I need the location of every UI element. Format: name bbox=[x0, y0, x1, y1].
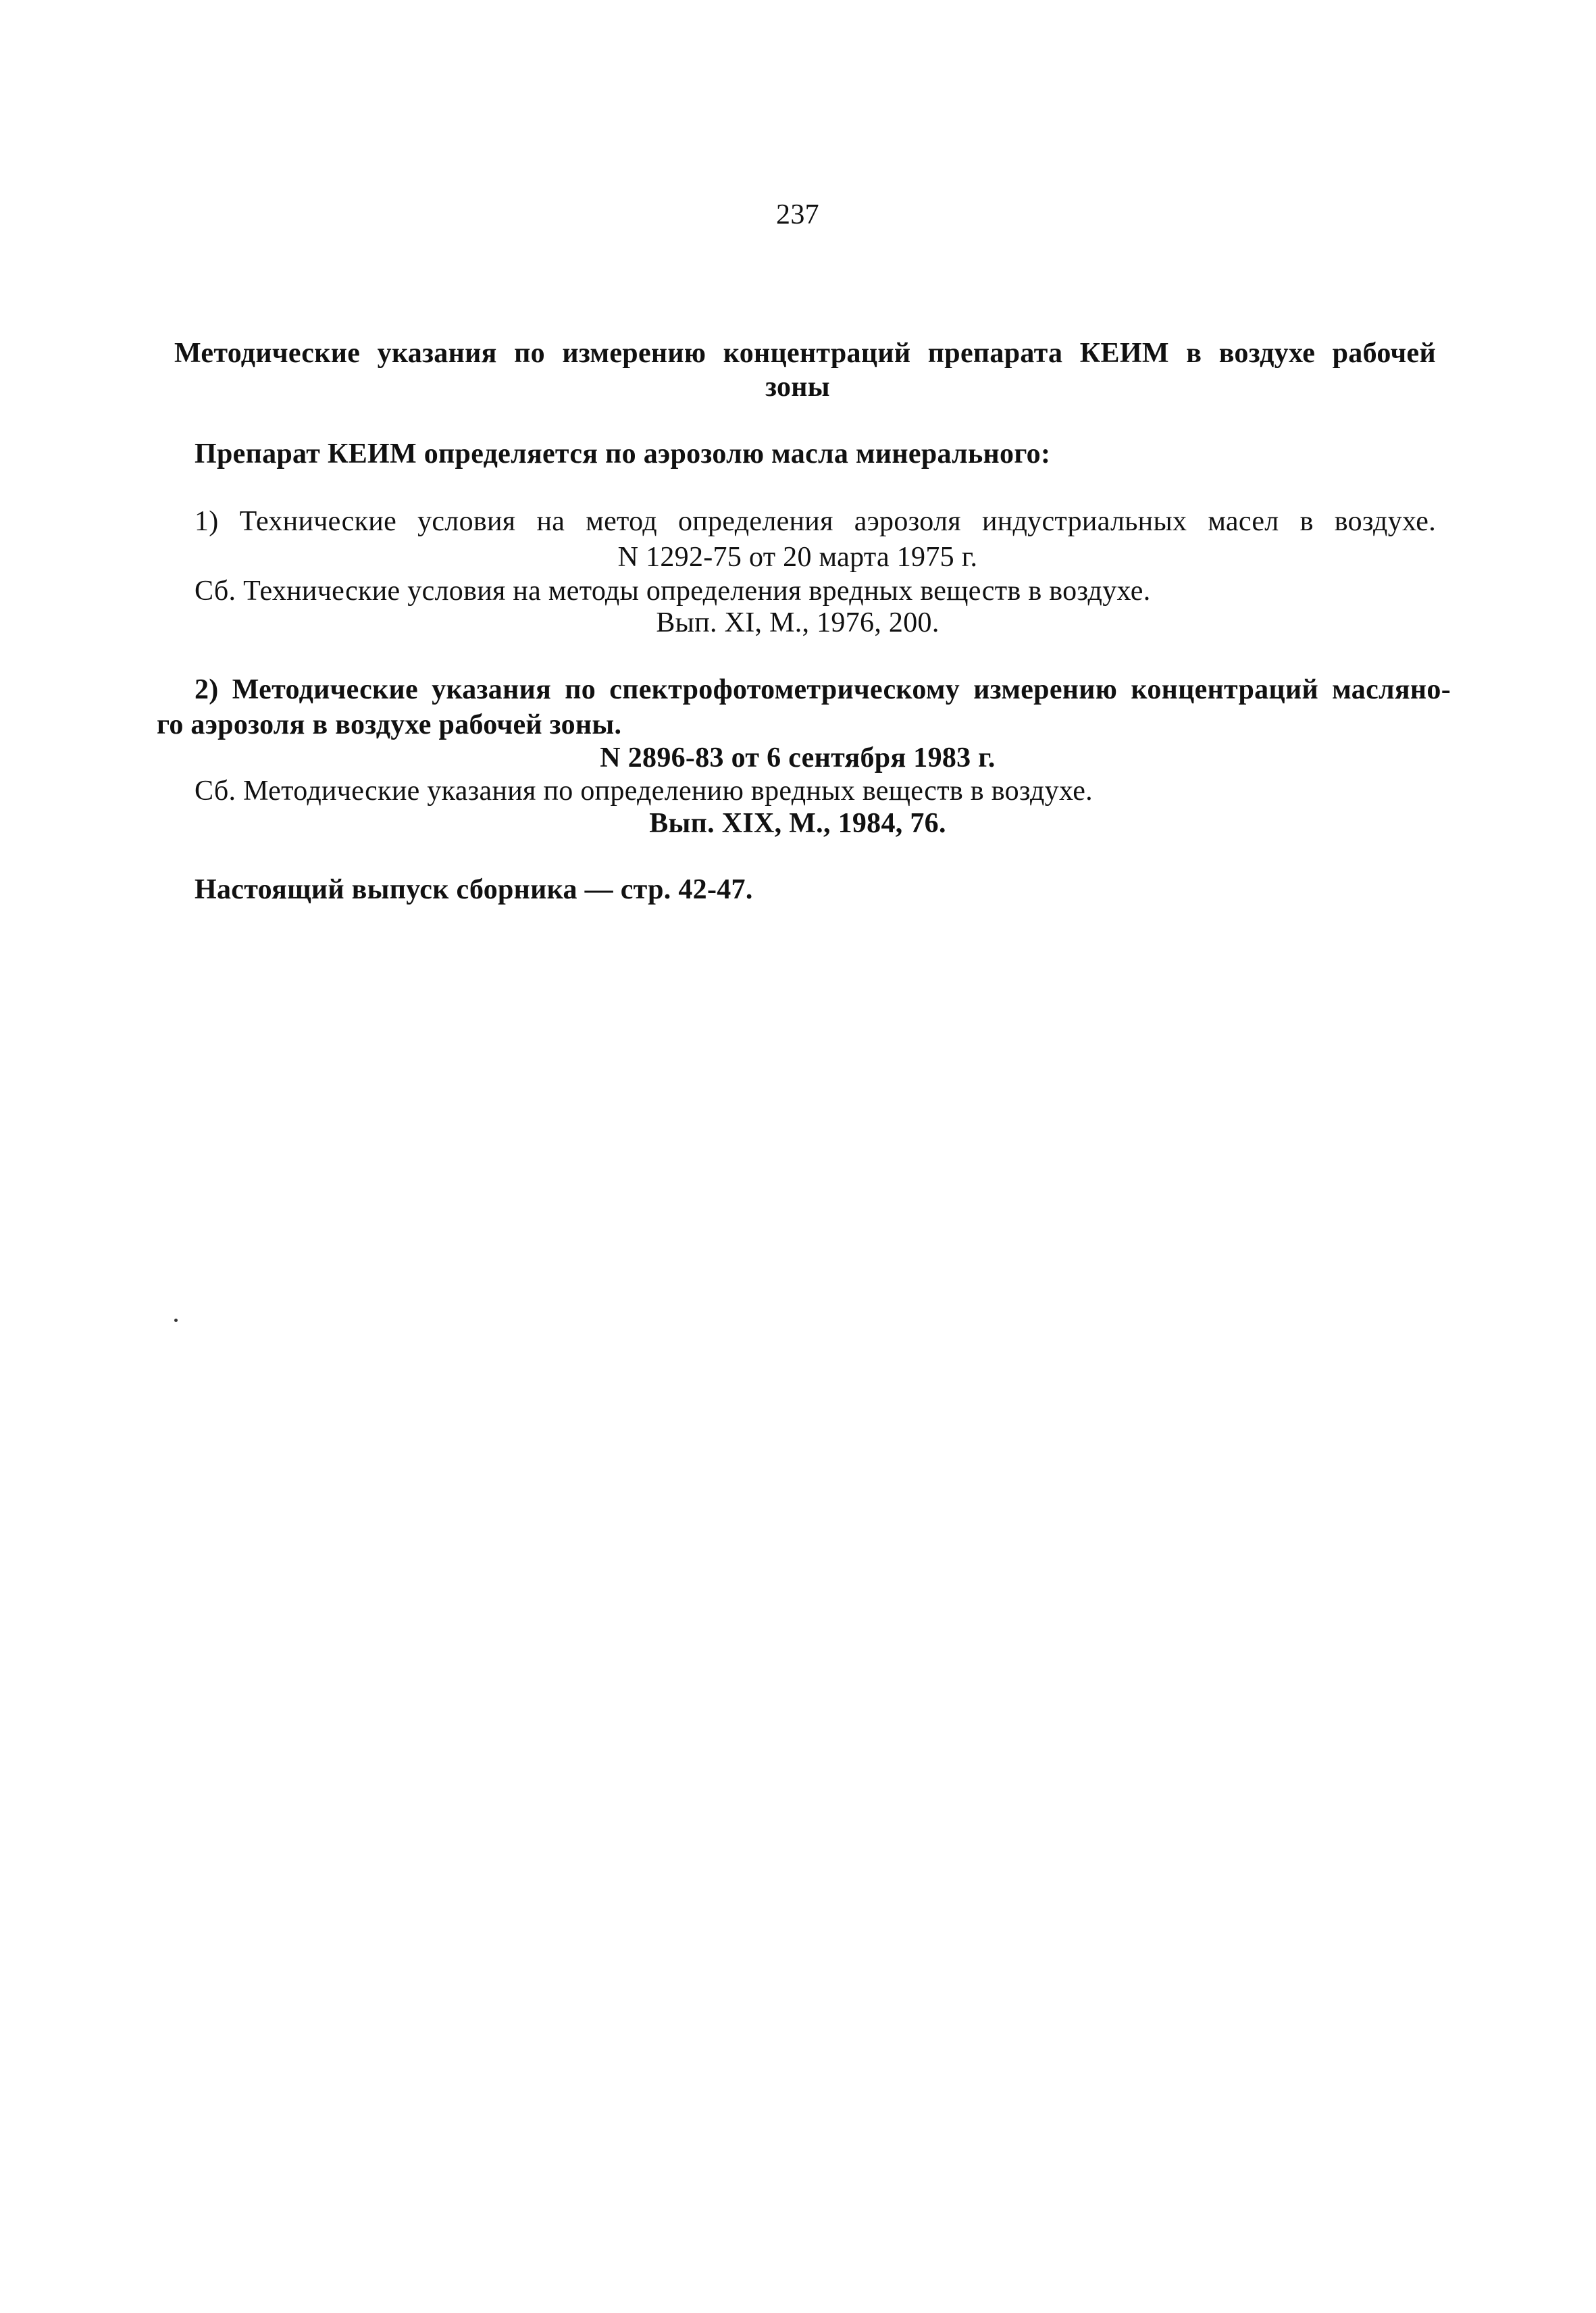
footer-note: Настоящий выпуск сборника — стр. 42-47. bbox=[195, 874, 753, 905]
document-title-line-2: зоны bbox=[765, 372, 830, 403]
intro-paragraph: Препарат КЕИМ определяется по аэрозолю масла минерального: bbox=[195, 438, 1051, 469]
reference-2-collection: Сб. Методические указания по определению вредных веществ в воздухе. bbox=[195, 776, 1093, 807]
page-number: 237 bbox=[776, 199, 819, 230]
reference-2-document-number: N 2896-83 от 6 сентября 1983 г. bbox=[600, 742, 996, 773]
scan-speck bbox=[174, 1319, 178, 1322]
reference-2-line-2: го аэрозоля в воздухе рабочей зоны. bbox=[157, 709, 622, 740]
reference-1-document-number: N 1292-75 от 20 марта 1975 г. bbox=[617, 542, 978, 573]
reference-1-line-1: 1) Технические условия на метод определения аэрозоля индустриальных масел в воздухе. bbox=[195, 506, 1436, 537]
reference-2-issue: Вып. XIX, М., 1984, 76. bbox=[649, 808, 946, 839]
reference-1-collection: Сб. Технические условия на методы определения вредных веществ в воздухе. bbox=[195, 576, 1151, 607]
document-title-line-1: Методические указания по измерению концентраций препарата КЕИМ в воздухе рабочей bbox=[174, 338, 1436, 369]
reference-1-issue: Вып. XI, М., 1976, 200. bbox=[656, 607, 939, 638]
reference-2-line-1: 2) Методические указания по спектрофотометрическому измерению концентраций масляно- bbox=[195, 674, 1451, 705]
